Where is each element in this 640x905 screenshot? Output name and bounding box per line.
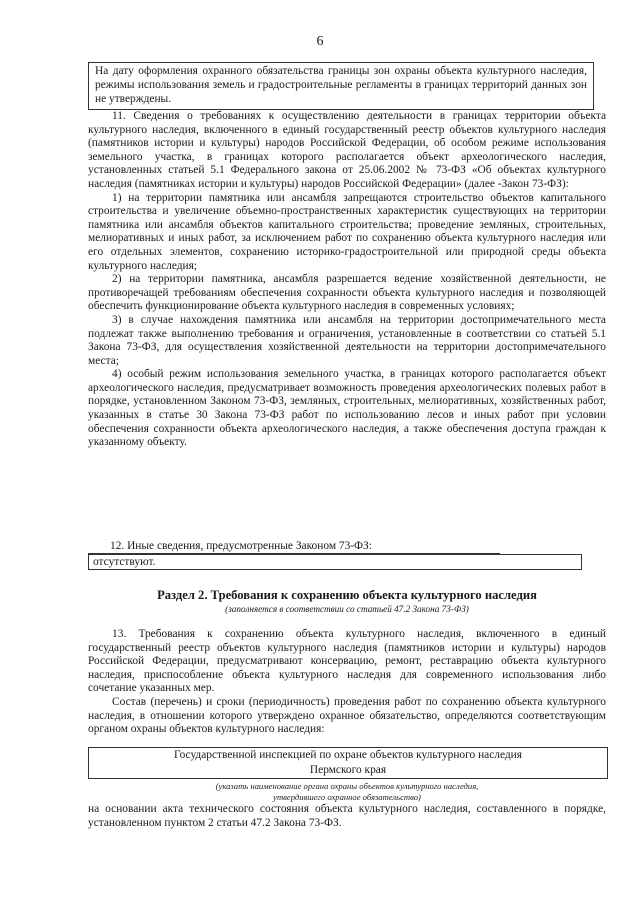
section-12 <box>88 539 606 570</box>
section-11-item-4: 4) особый режим использования земельного участка, в границах которого располагается объект археологического наследия, предусматривает возможность проведения археологических полевых работ в порядке, установленном Законом 73-ФЗ, земляных, строительных, мелиоративных, хозяйственных работ, указанных в статье 30 Закона 73-ФЗ работ по использованию лесов и иных работ при условии обеспечения сохранности объекта археологического наследия, а также обеспечения доступа граждан к указанному объекту. <box>88 368 606 449</box>
section-2-note: (заполняется в соответствии со статьей 47.2 Закона 73-ФЗ) <box>225 604 469 614</box>
boundary-zones-note-box: На дату оформления охранного обязательства границы зон охраны объекта культурного наследия, режимы использования земель и градостроительные регламенты в границах территорий данных зон не утверждены. <box>88 62 594 110</box>
approving-organ-box <box>88 747 608 779</box>
section-11-item-2: 2) на территории памятника, ансамбля разрешается ведение хозяйственной деятельности, не противоречащей требованиям обеспечения сохранности объекта культурного наследия и позволяющей обеспечить функционирование объекта культурного наследия в современных условиях; <box>88 273 606 313</box>
approving-organ-line-2: Пермского края <box>309 763 387 776</box>
page-number: 6 <box>316 34 324 49</box>
section-13 <box>88 628 606 737</box>
section-11-item-3: 3) в случае нахождения памятника или ансамбля на территории достопримечательного места подлежат также выполнению требования и ограничения, установленные в соответствии со статьей 5.1 Закона 73-ФЗ, для осуществления хозяйственной деятельности на территории достопримечательного места; <box>88 313 606 367</box>
section-11-item-1: 1) на территории памятника или ансамбля запрещаются строительство объектов капитального строительства и увеличение объемно-пространственных характеристик существующих на территории памятника или ансамбля объектов капитального строительства; проведение земляных, строительных, мелиоративных и иных работ, за исключением работ по сохранению объекта культурного наследия или его отдельных элементов, сохранению историко-градостроительной или природной среды объекта культурного наследия; <box>88 191 606 272</box>
technical-condition-act-text: на основании акта технического состояния объекта культурного наследия, составленного в порядке, установленном пунктом 2 статьи 47.2 Закона 73-ФЗ. <box>88 803 606 829</box>
approving-organ-note-line-1: (указать наименование органа охраны объектов культурного наследия, <box>215 781 479 791</box>
approving-organ-note-line-2: утвердившего охранное обязательство) <box>273 792 421 802</box>
section-13-paragraph-1: 13. Требования к сохранению объекта культурного наследия, включенного в единый государственный реестр объектов культурного наследия (памятников истории и культуры) народов Российской Федерации, предусматривают консервацию, ремонт, реставрацию объекта культурного наследия, приспособление объекта культурного наследия для современного использования либо сочетание указанных мер. <box>88 628 606 695</box>
section-12-label: 12. Иные сведения, предусмотренные Законом 73-ФЗ: <box>88 539 500 554</box>
section-13-paragraph-2: Состав (перечень) и сроки (периодичность) проведения работ по сохранению объекта культурного наследия, в отношении которого утверждено охранное обязательство, определяются соответствующим органом охраны объектов культурного наследия: <box>88 695 606 736</box>
approving-organ-line-1: Государственной инспекцией по охране объектов культурного наследия <box>173 749 522 761</box>
section-11-intro: 11. Сведения о требованиях к осуществлению деятельности в границах территории объекта культурного наследия, включенного в единый государственный реестр объектов культурного наследия (памятников истории и культуры) народов Российской Федерации, об особом режиме использования земельного участка, в границах которого располагается объект археологического наследия, установленных статьей 5.1 Федерального закона от 25.06.2002 № 73-ФЗ «Об объектах культурного наследия (памятниках истории и культуры) народов Российской Федерации» (далее -Закон 73-ФЗ): <box>88 110 606 190</box>
approving-organ-note <box>88 781 606 803</box>
section-12-answer-box: отсутствуют. <box>88 554 582 570</box>
section-11 <box>88 110 606 450</box>
section-2-heading: Раздел 2. Требования к сохранению объекта культурного наследия <box>157 588 537 602</box>
